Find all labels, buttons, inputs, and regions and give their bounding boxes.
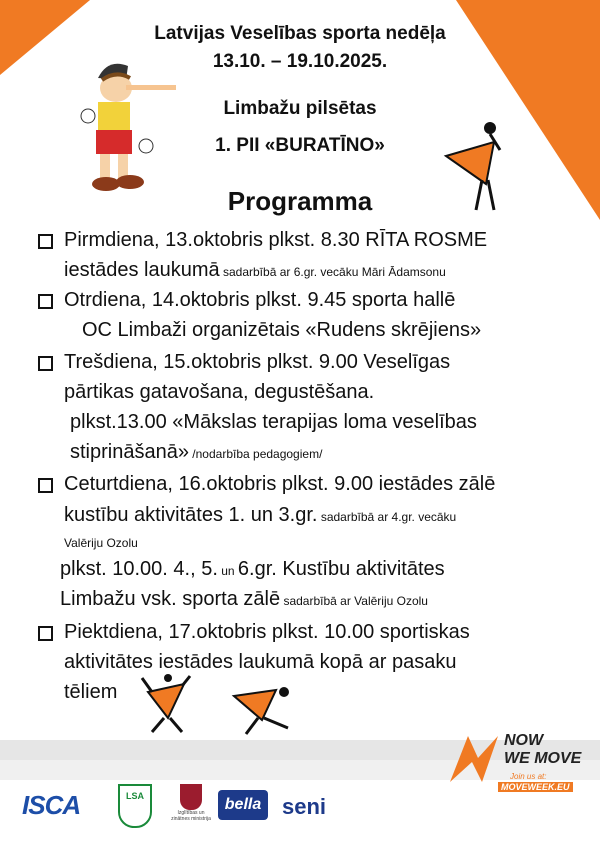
checkbox-icon: [38, 294, 53, 309]
we-move-text: WE MOVE: [504, 750, 582, 767]
wednesday-line-3: plkst.13.00 «Mākslas terapijas loma veselības: [70, 411, 477, 433]
city-title: Limbažu pilsētas: [223, 98, 377, 119]
thursday-line-1: Ceturtdiena, 16.oktobris plkst. 9.00 iestādes zālē: [64, 473, 496, 495]
bella-logo: bella: [218, 790, 268, 820]
wednesday-line-1: Trešdiena, 15.oktobris plkst. 9.00 Veselīgas: [64, 351, 451, 373]
moveweek-link: MOVEWEEK.EU: [498, 782, 573, 792]
move-arrow-icon: [448, 732, 500, 784]
seni-logo: seni: [282, 794, 327, 819]
checkbox-icon: [38, 478, 53, 493]
pinocchio-illustration: [68, 58, 188, 203]
thursday-line-5: Limbažu vsk. sporta zālē sadarbībā ar Valēriju Ozolu: [60, 588, 428, 610]
programme-heading: Programma: [227, 186, 373, 216]
wednesday-line-2: pārtikas gatavošana, degustēšana.: [64, 381, 375, 403]
coat-of-arms-icon: [180, 784, 202, 810]
jumping-figure-icon: [138, 674, 194, 734]
thursday-line-4: plkst. 10.00. 4., 5. un 6.gr. Kustību aktivitātes: [60, 558, 445, 580]
isca-logo: ISCA: [22, 790, 81, 820]
friday-line-2: aktivitātes iestādes laukumā kopā ar pasaku: [64, 651, 457, 673]
checkbox-icon: [38, 356, 53, 371]
institution-title: 1. PII «BURATĪNO»: [215, 135, 385, 156]
running-figure-icon: [228, 684, 294, 736]
join-text: Join us at:: [510, 772, 547, 781]
wednesday-line-4: stiprināšanā» /nodarbība pedagogiem/: [70, 441, 323, 463]
now-text: NOW: [504, 732, 544, 749]
lsa-logo: LSA: [118, 784, 152, 828]
monday-line-2: iestādes laukumā sadarbībā ar 6.gr. vecāku Māri Ādamsonu: [64, 259, 446, 281]
now-we-move-logo: [448, 726, 590, 798]
checkbox-icon: [38, 626, 53, 641]
event-dates: 13.10. – 19.10.2025.: [212, 51, 388, 72]
monday-line-1: Pirmdiena, 13.oktobris plkst. 8.30 RĪTA ROSME: [64, 229, 488, 251]
thursday-line-3: Valēriju Ozolu: [64, 536, 138, 550]
tuesday-line-2: OC Limbaži organizētais «Rudens skrējiens»: [82, 319, 482, 341]
friday-line-3: tēliem: [64, 681, 118, 703]
checkbox-icon: [38, 234, 53, 249]
tuesday-line-1: Otrdiena, 14.oktobris plkst. 9.45 sporta hallē: [64, 289, 456, 311]
friday-line-1: Piektdiena, 17.oktobris plkst. 10.00 sportiskas: [64, 621, 470, 643]
ministry-logo: Izglītības un zinātnes ministrija: [168, 784, 214, 822]
event-title: Latvijas Veselības sporta nedēļa: [154, 23, 446, 44]
thursday-line-2: kustību aktivitātes 1. un 3.gr. sadarbībā ar 4.gr. vecāku: [64, 504, 457, 526]
